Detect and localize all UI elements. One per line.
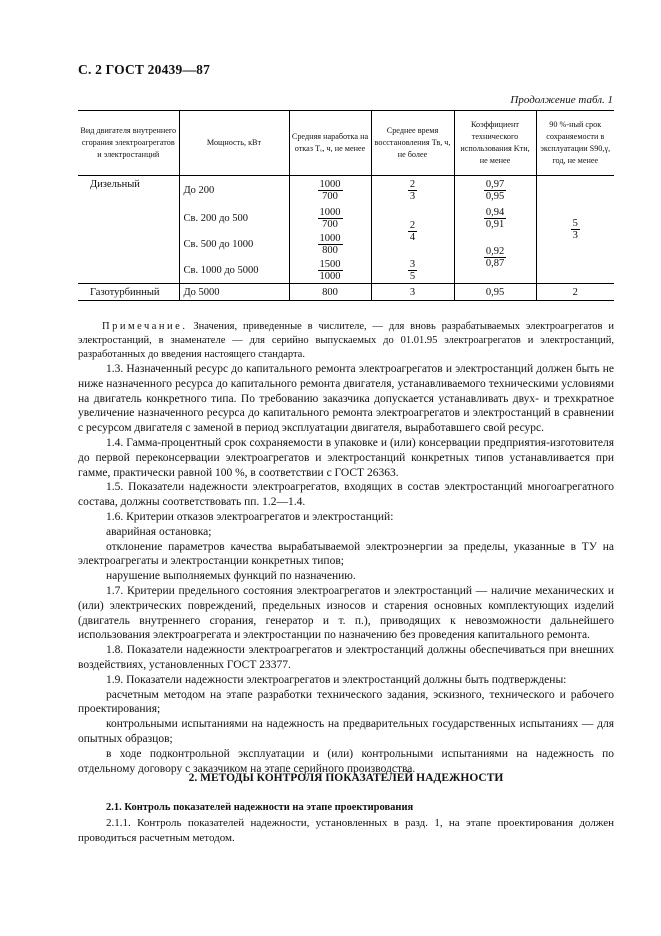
cell-power: Св. 500 до 1000: [179, 231, 289, 257]
subsection-title: 2.1. Контроль показателей надежности на этапе проектирования: [106, 802, 414, 813]
table-row: [78, 231, 614, 257]
fraction: $\frac{1000}{800}$: [319, 232, 341, 256]
subsection: [78, 800, 614, 845]
note-text: Значения, приведенные в числителе, — для вновь разрабатываемых электроагрегатов и электростанций, в знаменателе — для серийно выпускаемых до 01.01.95 электроагрегатов и электростанций, разработанных до введения настоящего стандарта.: [78, 321, 614, 360]
paragraph: 1.7. Критерии предельного состояния электроагрегатов и электростанций — наличие механических и (или) электрических повреждений, предельных износов и старения основных комплектующих изделий (двигатель внутреннего сгорания, генератор и т. п.), приводящих к невозможности дальнейшего использования электроагрегата и электростанции по назначению без проведения капитального ремонта.: [78, 584, 614, 642]
fraction: $\frac{0,97}{0,95}$: [485, 179, 505, 202]
fraction: $\frac{1000}{700}$: [319, 206, 341, 230]
paragraph: 1.4. Гамма-процентный срок сохраняемости в упаковке и (или) консервации предприятия-изготовителя до первой переконсервации электроагрегатов и электростанций конкретных типов устанавливается при гамме, практически равной 100 %, в соответствии с ГОСТ 26363.: [78, 436, 614, 479]
cell-type: Газотурбинный: [78, 284, 179, 301]
paragraph: 1.5. Показатели надежности электроагрегатов, входящих в состав электростанций многоагрегатного состава, должны соответствовать пп. 1.2—1.4.: [78, 481, 614, 509]
cell-kti: 0,95: [454, 284, 536, 301]
col-header-engine-type: Вид двигателя внутреннего сгорания электроагрегатов и электростанций: [78, 111, 179, 176]
cell-power: До 5000: [179, 284, 289, 301]
col-header-storage: 90 %-ный срок сохраняемости в эксплуатации S90,γ, год, не менее: [536, 111, 614, 176]
fraction: $\frac{2}{4}$: [409, 219, 416, 243]
section-title: 2. МЕТОДЫ КОНТРОЛЯ ПОКАЗАТЕЛЕЙ НАДЕЖНОСТИ: [188, 772, 504, 784]
paragraph: 1.9. Показатели надежности электроагрегатов и электростанций должны быть подтверждены:: [106, 673, 567, 686]
table-row: [78, 205, 614, 231]
body-text: [78, 362, 614, 776]
cell-storage: 2: [536, 284, 614, 301]
col-header-mttr: Среднее время восстановления Тв, ч, не более: [371, 111, 454, 176]
fraction: $\frac{3}{5}$: [409, 258, 416, 282]
col-header-mtbf: Средняя наработка на отказ Тₒ, ч, не менее: [289, 111, 371, 176]
paragraph: 1.3. Назначенный ресурс до капитального ремонта электроагрегатов и электростанций должен быть не ниже назначенного ресурса до капитального ремонта двигателя, устанавливаемого техническими условиями на двигатель конкретного типа. По требованию заказчика допускается устанавливать двух- и трехкратное увеличение назначенного ресурса до капитального ремонта электроагрегатов и электростанций в сравнении с ресурсом двигателя с заменой в период эксплуатации двигателя, выработавшего свой ресурс.: [78, 363, 614, 435]
paragraph: отклонение параметров качества вырабатываемой электроэнергии за пределы, указанные в ТУ на электроагрегаты и электростанции конкретных типов;: [78, 540, 614, 568]
fraction: $\frac{2}{3}$: [409, 179, 416, 202]
cell-type: Дизельный: [90, 179, 140, 190]
reliability-table: [78, 110, 614, 301]
col-header-power: Мощность, кВт: [179, 111, 289, 176]
cell-power: До 200: [179, 176, 289, 206]
col-header-kti: Коэффициент технического использования Kти, не менее: [454, 111, 536, 176]
table-row: [78, 176, 614, 206]
fraction: $\frac{1500}{1000}$: [319, 258, 341, 282]
cell-mtbf: 800: [289, 284, 371, 301]
paragraph: 1.8. Показатели надежности электроагрегатов и электростанций должны обеспечиваться при внешних воздействиях, установленных ГОСТ 23377.: [78, 644, 614, 671]
fraction: $\frac{5}{3}$: [572, 218, 578, 241]
paragraph: в ходе подконтрольной эксплуатации и (или) контрольными испытаниями на надежность по отдельному договору с заказчиком на этапе серийного производства.: [78, 747, 614, 775]
paragraph: 2.1.1. Контроль показателей надежности, установленных в разд. 1, на этапе проектирования должен проводиться расчетным методом.: [78, 816, 614, 844]
note-label: Примечание.: [102, 321, 188, 332]
paragraph: расчетным методом на этапе разработки технического задания, эскизного, технического и рабочего проектирования;: [78, 688, 614, 716]
cell-power: Св. 1000 до 5000: [179, 257, 289, 284]
paragraph: 1.6. Критерии отказов электроагрегатов и электростанций:: [106, 510, 394, 523]
fraction: $\frac{0,92}{0,87}$: [485, 245, 505, 269]
cell-mttr: 3: [371, 284, 454, 301]
fraction: $\frac{0,94}{0,91}$: [485, 206, 505, 230]
paragraph: контрольными испытаниями на надежность на предварительных государственных испытаниях — для опытных образцов;: [78, 718, 614, 745]
page-header: С. 2 ГОСТ 20439—87: [78, 62, 211, 77]
cell-power: Св. 200 до 500: [179, 205, 289, 231]
table-row: [78, 284, 614, 301]
table-note: [78, 320, 614, 362]
paragraph: аварийная остановка;: [106, 525, 212, 538]
table-continuation-label: Продолжение табл. 1: [510, 94, 613, 106]
paragraph: нарушение выполняемых функций по назначению.: [106, 570, 356, 583]
fraction: $\frac{1000}{700}$: [319, 179, 341, 202]
